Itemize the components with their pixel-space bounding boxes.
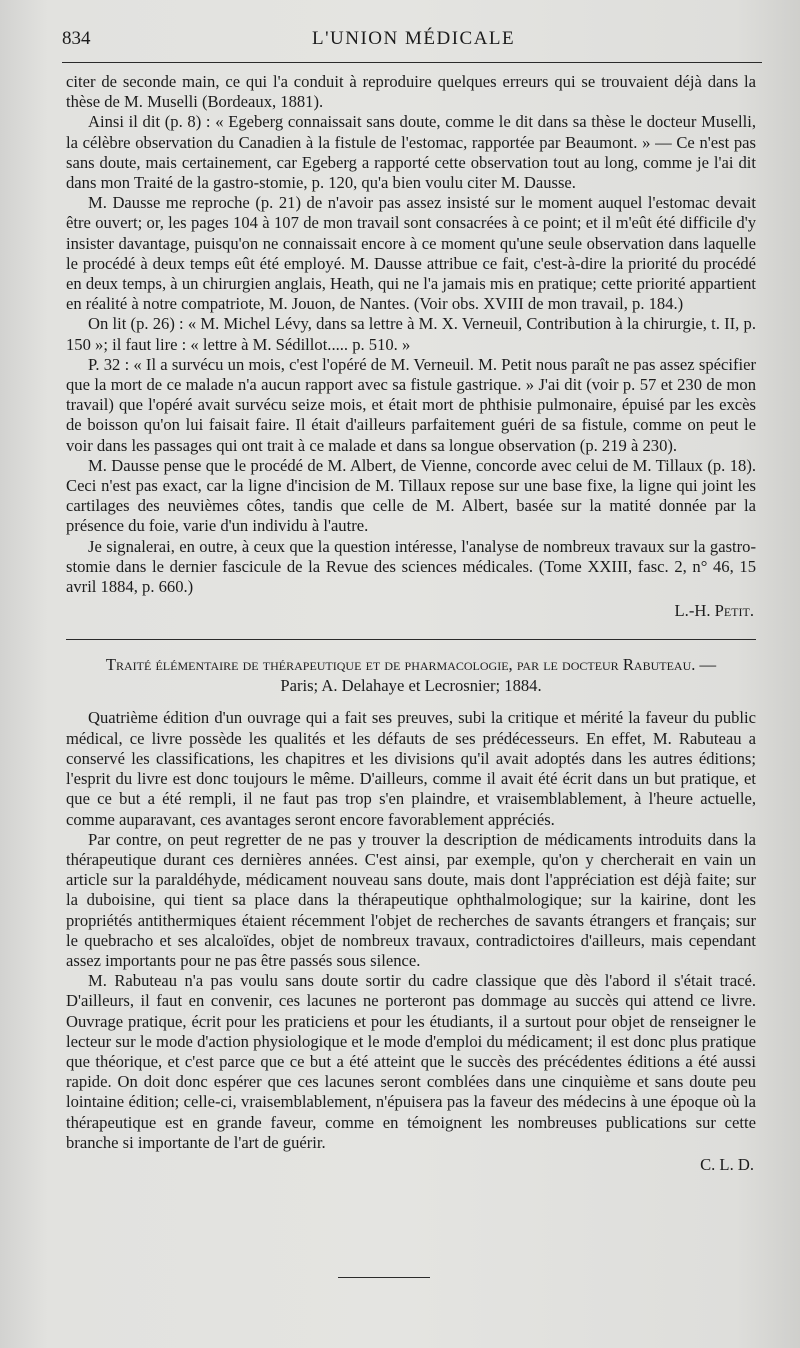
review-title: Traité élémentaire de thérapeutique et de pharmacologie, par le docteur Rabuteau. — — [105, 655, 717, 675]
review-signature: C. L. D. — [700, 1154, 754, 1174]
section-divider — [66, 639, 756, 640]
paragraph: Je signalerai, en outre, à ceux que la question intéresse, l'analyse de nombreux travaux sur la gastro-stomie dans le dernier fascicule de la Revue des sciences médicales. (Tome XXIII, fasc. 2, n° 46, 15 avril 1884, p. 660.) — [66, 536, 756, 597]
paragraph: Par contre, on peut regretter de ne pas y trouver la description de médicaments introduits dans la thérapeutique durant ces dernières années. C'est ainsi, par exemple, qu'on y chercherait en vain un article sur la paraldéhyde, médicament nouveau sans doute, mais dont l'appréciation est déjà faite; sur la duboisine, qui tient sa place dans la thérapeutique ophthalmologique; sur la kairine, dont les propriétés antithermiques étaient récemment l'objet de recherches de savants étrangers et français; sur le quebracho et ses alcaloïdes, objet de nombreux travaux, contradictoires d'ailleurs, mais cependant assez importants pour ne pas être passés sous silence. — [66, 829, 756, 970]
paragraph: M. Dausse me reproche (p. 21) de n'avoir pas assez insisté sur le moment auquel l'estomac devait être ouvert; or, les pages 104 à 107 de mon travail sont consacrées à ce point; et il m'eût été difficile d'y insister davantage, puisqu'on ne connaissait encore à ce moment qu'une seule observation dans laquelle le procédé à deux temps eût été employé. M. Dausse attribue ce fait, c'est-à-dire la priorité du procédé en deux temps, à un chirurgien anglais, Heath, qui ne l'a jamais mis en pratique; cette priorité appartient en réalité à notre compatriote, M. Jouon, de Nantes. (Voir obs. XVIII de mon travail, p. 184.) — [66, 193, 756, 314]
page-number: 834 — [62, 28, 91, 49]
paragraph: Ainsi il dit (p. 8) : « Egeberg connaissait sans doute, comme le dit dans sa thèse le docteur Muselli, la célèbre observation du Canadien à la fistule de l'estomac, rapportée par Beaumont. » — Ce n'est pas sans doute, mais certainement, car Egeberg a rapporté cette observation tout au long, comme je l'ai dit dans mon Traité de la gastro-stomie, p. 120, qu'a bien voulu citer M. Dausse. — [66, 112, 756, 193]
review-publisher: Paris; A. Delahaye et Lecrosnier; 1884. — [280, 676, 542, 696]
author-signature: L.-H. Petit. — [674, 601, 754, 621]
paragraph: M. Rabuteau n'a pas voulu sans doute sortir du cadre classique que dès l'abord il s'était tracé. D'ailleurs, il faut en convenir, ces lacunes ne porteront pas dommage au succès qui attend ce livre. Ouvrage pratique, écrit pour les praticiens et pour les étudiants, il a surtout pour objet de renseigner le lecteur sur le mode d'action physiologique et le mode d'emploi du médicament; il est donc plus pratique que théorique, et c'est parce que ce but a été atteint que le succès des précédentes éditions a été aussi rapide. On doit donc espérer que ces lacunes seront comblées dans une cinquième et sans doute peu lointaine édition; celle-ci, vraisemblablement, n'épuisera pas la faveur des médecins à une époque où la thérapeutique est en grande faveur, comme en témoignent les nombreuses publications sur cette branche si importante de l'art de guérir. — [66, 971, 756, 1152]
paragraph: On lit (p. 26) : « M. Michel Lévy, dans sa lettre à M. X. Verneuil, Contribution à la chirurgie, t. II, p. 150 »; il faut lire : « lettre à M. Sédillot..... p. 510. » — [66, 314, 756, 354]
review-heading — [66, 654, 756, 696]
article-body — [66, 72, 756, 1175]
page-header — [62, 28, 770, 58]
journal-title: L'UNION MÉDICALE — [312, 28, 516, 49]
header-rule — [62, 62, 762, 63]
paragraph: citer de seconde main, ce qui l'a conduit à reproduire quelques erreurs qui se trouvaient déjà dans la thèse de M. Muselli (Bordeaux, 1881). — [66, 72, 756, 112]
end-rule — [338, 1277, 430, 1278]
paragraph: Quatrième édition d'un ouvrage qui a fait ses preuves, subi la critique et mérité la faveur du public médical, ce livre possède les qualités et les défauts de ses prédécesseurs. En effet, M. Rabuteau a conservé les classifications, les chapitres et les divisions qu'il avait adoptés dans les autres éditions; l'esprit du livre est donc toujours le même. D'ailleurs, comme il avait été écrit dans un but pratique, et que ce but a été rempli, il ne faut pas trop s'en plaindre, et vraisemblablement, à l'heure actuelle, comme auparavant, ces avantages seront encore favorablement appréciés. — [66, 708, 756, 829]
paragraph: P. 32 : « Il a survécu un mois, c'est l'opéré de M. Verneuil. M. Petit nous paraît ne pas assez spécifier que la mort de ce malade n'a aucun rapport avec sa fistule gastrique. » J'ai dit (voir p. 57 et 230 de mon travail) que l'opéré avait survécu seize mois, et était mort de phthisie pulmonaire, épuisé par les excès de boisson qu'on lui faisait faire. Il était d'ailleurs parfaitement guéri de sa fistule, comme on peut le voir dans les passages qui ont trait à ce malade et dans sa longue observation (p. 219 à 230). — [66, 354, 756, 455]
paragraph: M. Dausse pense que le procédé de M. Albert, de Vienne, concorde avec celui de M. Tillaux (p. 18). Ceci n'est pas exact, car la ligne d'incision de M. Tillaux repose sur une base fixe, la ligne qui joint les cartilages des neuvièmes côtes, tandis que celle de M. Albert, basée sur la matité donnée par la présence du foie, varie d'un individu à l'autre. — [66, 455, 756, 536]
